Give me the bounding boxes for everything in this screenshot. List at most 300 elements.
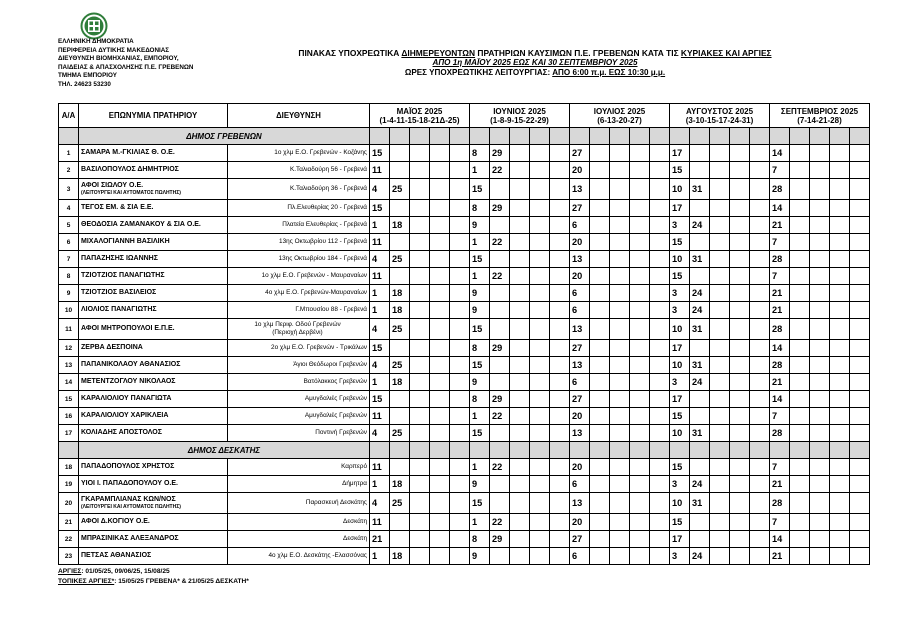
duty-day-empty xyxy=(450,493,470,514)
muni-blank xyxy=(790,442,810,459)
row-index: 10 xyxy=(59,302,79,319)
duty-day-empty xyxy=(810,391,830,408)
duty-day: 18 xyxy=(390,374,410,391)
duty-day-empty xyxy=(450,234,470,251)
table-row xyxy=(59,234,870,251)
duty-day-empty xyxy=(450,459,470,476)
duty-day-empty xyxy=(730,459,750,476)
duty-day-empty xyxy=(530,302,550,319)
duty-day-empty xyxy=(810,217,830,234)
duty-day: 10 xyxy=(670,179,690,200)
municipality-title: ΔΗΜΟΣ ΔΕΣΚΑΤΗΣ xyxy=(79,442,370,459)
duty-day-empty xyxy=(630,234,650,251)
municipality-title: ΔΗΜΟΣ ΓΡΕΒΕΝΩΝ xyxy=(79,128,370,145)
row-index: 14 xyxy=(59,374,79,391)
duty-day-empty xyxy=(510,357,530,374)
duty-day-empty xyxy=(790,268,810,285)
duty-day-empty xyxy=(850,302,870,319)
duty-day-empty xyxy=(850,391,870,408)
duty-day: 14 xyxy=(770,200,790,217)
duty-day-empty xyxy=(410,285,430,302)
duty-day-empty xyxy=(530,179,550,200)
duty-day-empty xyxy=(610,476,630,493)
station-name xyxy=(79,145,228,162)
muni-blank xyxy=(410,442,430,459)
duty-day-empty xyxy=(610,268,630,285)
duty-day: 17 xyxy=(670,145,690,162)
duty-day-empty xyxy=(630,319,650,340)
duty-day-empty xyxy=(790,200,810,217)
station-name xyxy=(79,251,228,268)
station-address: 1ο χλμ Ε.Ο. Γρεβενών - Κοζάνης xyxy=(228,145,370,162)
duty-day xyxy=(390,514,410,531)
muni-blank xyxy=(690,442,710,459)
table-row xyxy=(59,285,870,302)
duty-day: 31 xyxy=(690,357,710,374)
duty-day-empty xyxy=(630,476,650,493)
station-address: Βατόλακκος Γρεβενών xyxy=(228,374,370,391)
duty-day-empty xyxy=(550,548,570,565)
duty-day-empty xyxy=(810,493,830,514)
duty-day: 11 xyxy=(370,234,390,251)
duty-day-empty xyxy=(530,268,550,285)
duty-day: 8 xyxy=(470,340,490,357)
table-header-row xyxy=(59,104,870,128)
duty-day-empty xyxy=(650,374,670,391)
duty-day-empty xyxy=(750,391,770,408)
duty-day-empty xyxy=(650,302,670,319)
station-address: 13ης Οκτωβρίου 112 - Γρεβενά xyxy=(228,234,370,251)
duty-day xyxy=(590,145,610,162)
duty-day-empty xyxy=(550,391,570,408)
duty-day xyxy=(490,357,510,374)
station-name xyxy=(79,285,228,302)
duty-day: 15 xyxy=(470,357,490,374)
station-name-text: ΒΑΣΙΛΟΠΟΥΛΟΣ ΔΗΜΗΤΡΙΟΣ xyxy=(81,166,179,173)
duty-day-empty xyxy=(810,285,830,302)
duty-day-empty xyxy=(450,374,470,391)
duty-day: 1 xyxy=(370,374,390,391)
station-name xyxy=(79,374,228,391)
duty-day-empty xyxy=(850,179,870,200)
table-row xyxy=(59,476,870,493)
duty-day-empty xyxy=(730,425,750,442)
duty-day-empty xyxy=(750,268,770,285)
duty-day-empty xyxy=(530,217,550,234)
duty-day: 8 xyxy=(470,200,490,217)
duty-day: 7 xyxy=(770,408,790,425)
duty-day-empty xyxy=(810,251,830,268)
station-name-text: ΤΕΓΟΣ ΕΜ. & ΣΙΑ Ε.Ε. xyxy=(81,204,154,211)
duty-day-empty xyxy=(550,459,570,476)
duty-day: 1 xyxy=(370,476,390,493)
station-address: Ποντινή Γρεβενών xyxy=(228,425,370,442)
row-index: 15 xyxy=(59,391,79,408)
duty-day-empty xyxy=(630,162,650,179)
duty-day: 15 xyxy=(670,514,690,531)
duty-day-empty xyxy=(430,514,450,531)
org-line: ΤΗΛ. 24623 53230 xyxy=(58,80,111,88)
duty-day-empty xyxy=(850,162,870,179)
duty-day-empty xyxy=(530,234,550,251)
table-row xyxy=(59,459,870,476)
station-address: Κ.Ταλιαδούρη 56 - Γρεβενά xyxy=(228,162,370,179)
duty-day-empty xyxy=(790,531,810,548)
duty-day-empty xyxy=(830,251,850,268)
station-name-text: ΓΚΑΡΑΜΠΛΙΑΝΑΣ ΚΩΝ/ΝΟΣ xyxy=(81,496,176,503)
station-name xyxy=(79,514,228,531)
duty-day-empty xyxy=(430,302,450,319)
muni-blank xyxy=(690,128,710,145)
duty-day-empty xyxy=(450,548,470,565)
duty-day: 18 xyxy=(390,548,410,565)
duty-day-empty xyxy=(530,514,550,531)
duty-day: 1 xyxy=(370,302,390,319)
station-name xyxy=(79,268,228,285)
duty-day-empty xyxy=(650,285,670,302)
station-name-text: ΖΕΡΒΑ ΔΕΣΠΟΙΝΑ xyxy=(81,344,143,351)
station-address: Κ.Ταλιαδούρη 36 - Γρεβενά xyxy=(228,179,370,200)
duty-day-empty xyxy=(630,302,650,319)
duty-day xyxy=(590,251,610,268)
duty-day-empty xyxy=(550,319,570,340)
duty-day: 10 xyxy=(670,425,690,442)
duty-day-empty xyxy=(850,459,870,476)
duty-day-empty xyxy=(790,493,810,514)
duty-day: 28 xyxy=(770,251,790,268)
row-index: 2 xyxy=(59,162,79,179)
duty-day: 29 xyxy=(490,145,510,162)
duty-day-empty xyxy=(750,251,770,268)
duty-day: 17 xyxy=(670,531,690,548)
duty-day-empty xyxy=(830,234,850,251)
duty-day xyxy=(690,200,710,217)
duty-day-empty xyxy=(510,145,530,162)
duty-day-empty xyxy=(730,200,750,217)
duty-day-empty xyxy=(790,285,810,302)
duty-day: 3 xyxy=(670,548,690,565)
duty-day-empty xyxy=(810,179,830,200)
duty-day-empty xyxy=(450,357,470,374)
duty-day-empty xyxy=(610,340,630,357)
duty-day-empty xyxy=(650,459,670,476)
table-row xyxy=(59,251,870,268)
duty-day-empty xyxy=(410,493,430,514)
duty-day-empty xyxy=(450,319,470,340)
duty-day-empty xyxy=(710,217,730,234)
duty-day-empty xyxy=(830,459,850,476)
duty-day-empty xyxy=(750,425,770,442)
duty-day: 9 xyxy=(470,217,490,234)
duty-day-empty xyxy=(530,425,550,442)
duty-day-empty xyxy=(790,302,810,319)
muni-blank xyxy=(590,128,610,145)
hours-value: ΑΠΟ 6:00 π.μ. ΕΩΣ 10:30 μ.μ. xyxy=(552,68,666,77)
station-name-text: ΤΖΙΟΤΖΙΟΣ ΒΑΣΙΛΕΙΟΣ xyxy=(81,289,157,296)
duty-day: 20 xyxy=(570,162,590,179)
duty-day-empty xyxy=(730,145,750,162)
duty-day: 20 xyxy=(570,268,590,285)
muni-blank xyxy=(850,128,870,145)
address-line: (Περιοχή Δερβένι) xyxy=(272,329,323,336)
duty-day: 15 xyxy=(470,251,490,268)
duty-day-empty xyxy=(850,374,870,391)
duty-day: 15 xyxy=(470,319,490,340)
row-index: 6 xyxy=(59,234,79,251)
duty-day-empty xyxy=(550,408,570,425)
duty-day: 18 xyxy=(390,217,410,234)
duty-day-empty xyxy=(410,319,430,340)
duty-day: 15 xyxy=(470,493,490,514)
duty-day-empty xyxy=(510,514,530,531)
duty-day-empty xyxy=(750,234,770,251)
duty-day-empty xyxy=(730,408,750,425)
duty-day: 6 xyxy=(570,548,590,565)
duty-day-empty xyxy=(810,374,830,391)
duty-day-empty xyxy=(750,217,770,234)
duty-day: 1 xyxy=(470,408,490,425)
duty-day-empty xyxy=(810,408,830,425)
duty-day: 4 xyxy=(370,493,390,514)
duty-day-empty xyxy=(710,391,730,408)
org-line: ΤΜΗΜΑ ΕΜΠΟΡΙΟΥ xyxy=(58,72,117,80)
title-underlined: ΔΙΗΜΕΡΕΥΟΝΤΩΝ xyxy=(401,48,476,58)
duty-day: 4 xyxy=(370,179,390,200)
duty-day-empty xyxy=(650,200,670,217)
duty-day-empty xyxy=(510,200,530,217)
duty-day-empty xyxy=(430,459,450,476)
duty-day xyxy=(690,340,710,357)
duty-day-empty xyxy=(750,162,770,179)
duty-day-empty xyxy=(410,459,430,476)
muni-blank xyxy=(730,442,750,459)
duty-day-empty xyxy=(550,200,570,217)
holidays-note: ΑΡΓΙΕΣ: 01/05/25, 09/06/25, 15/08/25 xyxy=(58,568,170,575)
duty-day-empty xyxy=(730,340,750,357)
duty-day xyxy=(590,268,610,285)
duty-day-empty xyxy=(650,425,670,442)
duty-day-empty xyxy=(510,374,530,391)
duty-day: 27 xyxy=(570,531,590,548)
duty-day-empty xyxy=(430,391,450,408)
duty-day: 21 xyxy=(370,531,390,548)
duty-day-empty xyxy=(630,217,650,234)
duty-day xyxy=(490,319,510,340)
duty-day-empty xyxy=(550,531,570,548)
duty-day: 1 xyxy=(470,268,490,285)
duty-day-empty xyxy=(850,285,870,302)
duty-day-empty xyxy=(790,340,810,357)
muni-blank xyxy=(430,128,450,145)
duty-day: 28 xyxy=(770,179,790,200)
duty-day-empty xyxy=(850,200,870,217)
duty-day-empty xyxy=(510,234,530,251)
muni-blank xyxy=(390,442,410,459)
duty-day-empty xyxy=(790,357,810,374)
muni-blank xyxy=(370,442,390,459)
muni-blank xyxy=(430,442,450,459)
duty-day-empty xyxy=(550,425,570,442)
duty-day-empty xyxy=(630,548,650,565)
station-name xyxy=(79,408,228,425)
duty-day-empty xyxy=(830,285,850,302)
duty-day: 31 xyxy=(690,425,710,442)
duty-day xyxy=(590,200,610,217)
duty-day-empty xyxy=(430,285,450,302)
station-address: Καρπερό xyxy=(228,459,370,476)
duty-day: 1 xyxy=(370,548,390,565)
duty-day-empty xyxy=(790,251,810,268)
duty-day-empty xyxy=(630,145,650,162)
muni-blank xyxy=(590,442,610,459)
station-name-text: ΜΠΡΑΣΙΝΙΚΑΣ ΑΛΕΞΑΝΔΡΟΣ xyxy=(81,535,179,542)
muni-blank xyxy=(630,442,650,459)
muni-blank xyxy=(810,442,830,459)
duty-day-empty xyxy=(610,234,630,251)
duty-day-empty xyxy=(730,476,750,493)
muni-blank xyxy=(670,442,690,459)
table-row xyxy=(59,391,870,408)
duty-day-empty xyxy=(790,548,810,565)
duty-day-empty xyxy=(650,251,670,268)
duty-day-empty xyxy=(530,493,550,514)
duty-day-empty xyxy=(790,425,810,442)
muni-blank xyxy=(770,442,790,459)
station-name-text: ΑΦΟΙ ΣΙΩΛΟΥ Ο.Ε. xyxy=(81,182,144,189)
duty-day-empty xyxy=(530,145,550,162)
org-line: ΠΑΙΔΕΙΑΣ & ΑΠΑΣΧΟΛΗΣΗΣ Π.Ε. ΓΡΕΒΕΝΩΝ xyxy=(58,63,194,71)
col-index-header: Α/Α xyxy=(59,104,79,128)
duty-day xyxy=(590,340,610,357)
duty-day: 17 xyxy=(670,391,690,408)
duty-day-empty xyxy=(790,374,810,391)
table-row xyxy=(59,217,870,234)
duty-day: 1 xyxy=(470,234,490,251)
duty-day-empty xyxy=(750,179,770,200)
duty-day xyxy=(690,514,710,531)
muni-blank xyxy=(59,128,79,145)
muni-blank xyxy=(650,442,670,459)
duty-day-empty xyxy=(430,234,450,251)
duty-day-empty xyxy=(650,268,670,285)
duty-day-empty xyxy=(850,476,870,493)
duty-day-empty xyxy=(550,268,570,285)
duty-day-empty xyxy=(830,179,850,200)
duty-day-empty xyxy=(650,357,670,374)
duty-day: 25 xyxy=(390,357,410,374)
table-row xyxy=(59,357,870,374)
duty-day: 4 xyxy=(370,357,390,374)
duty-day-empty xyxy=(710,493,730,514)
duty-day-empty xyxy=(430,476,450,493)
duty-day: 27 xyxy=(570,391,590,408)
duty-day-empty xyxy=(610,302,630,319)
duty-day-empty xyxy=(790,162,810,179)
duty-day-empty xyxy=(830,493,850,514)
duty-day-empty xyxy=(510,162,530,179)
duty-day xyxy=(690,145,710,162)
duty-day-empty xyxy=(410,374,430,391)
duty-day-empty xyxy=(450,285,470,302)
duty-day-empty xyxy=(710,476,730,493)
duty-day: 10 xyxy=(670,319,690,340)
duty-day-empty xyxy=(630,493,650,514)
duty-day-empty xyxy=(610,145,630,162)
duty-day: 7 xyxy=(770,514,790,531)
duty-day-empty xyxy=(730,391,750,408)
duty-day-empty xyxy=(550,357,570,374)
duty-day-empty xyxy=(730,493,750,514)
duty-day xyxy=(490,302,510,319)
duty-day-empty xyxy=(430,374,450,391)
notes-block xyxy=(58,567,249,586)
station-subnote: (ΛΕΙΤΟΥΡΓΕΙ ΚΑΙ ΑΥΤΟΜΑΤΟΣ ΠΩΛΗΤΗΣ) xyxy=(81,504,181,510)
duty-day xyxy=(590,302,610,319)
duty-day: 1 xyxy=(470,514,490,531)
duty-day-empty xyxy=(830,319,850,340)
station-name-text: ΚΑΡΑΛΙΟΛΙΟΥ ΠΑΝΑΓΙΩΤΑ xyxy=(81,395,172,402)
muni-blank xyxy=(530,128,550,145)
duty-day xyxy=(690,531,710,548)
duty-day-empty xyxy=(510,391,530,408)
duty-day xyxy=(390,408,410,425)
duty-day-empty xyxy=(710,319,730,340)
duty-day: 9 xyxy=(470,548,490,565)
duty-day-empty xyxy=(430,425,450,442)
duty-day: 17 xyxy=(670,340,690,357)
muni-blank xyxy=(390,128,410,145)
duty-day-empty xyxy=(510,476,530,493)
duty-day-empty xyxy=(730,302,750,319)
duty-day-empty xyxy=(630,179,650,200)
duty-day-empty xyxy=(750,476,770,493)
row-index: 13 xyxy=(59,357,79,374)
duty-day-empty xyxy=(550,514,570,531)
station-name-text: ΛΙΟΛΙΟΣ ΠΑΝΑΓΙΩΤΗΣ xyxy=(81,306,157,313)
station-name xyxy=(79,217,228,234)
duty-day xyxy=(690,234,710,251)
duty-day xyxy=(690,408,710,425)
duty-day-empty xyxy=(650,391,670,408)
duty-day-empty xyxy=(810,340,830,357)
muni-blank xyxy=(370,128,390,145)
duty-day-empty xyxy=(410,531,430,548)
duty-day: 14 xyxy=(770,531,790,548)
duty-day: 13 xyxy=(570,357,590,374)
duty-day-empty xyxy=(530,408,550,425)
duty-day xyxy=(590,459,610,476)
muni-blank xyxy=(470,128,490,145)
duty-day-empty xyxy=(750,145,770,162)
station-name xyxy=(79,200,228,217)
duty-day-empty xyxy=(830,302,850,319)
station-name xyxy=(79,179,228,200)
duty-day-empty xyxy=(810,425,830,442)
station-name-text: ΠΕΤΣΑΣ ΑΘΑΝΑΣΙΟΣ xyxy=(81,552,152,559)
title-suffix: ΚΥΡΙΑΚΕΣ ΚΑΙ ΑΡΓΙΕΣ xyxy=(680,48,772,58)
duty-day xyxy=(490,179,510,200)
duty-day-empty xyxy=(830,531,850,548)
duty-day xyxy=(690,268,710,285)
station-name xyxy=(79,391,228,408)
duty-day-empty xyxy=(510,548,530,565)
station-name-text: ΠΑΠΑΝΙΚΟΛΑΟΥ ΑΘΑΝΑΣΙΟΣ xyxy=(81,361,181,368)
duty-day-empty xyxy=(750,459,770,476)
duty-day-empty xyxy=(450,408,470,425)
duty-day: 18 xyxy=(390,476,410,493)
duty-day: 15 xyxy=(670,408,690,425)
duty-day: 15 xyxy=(370,340,390,357)
